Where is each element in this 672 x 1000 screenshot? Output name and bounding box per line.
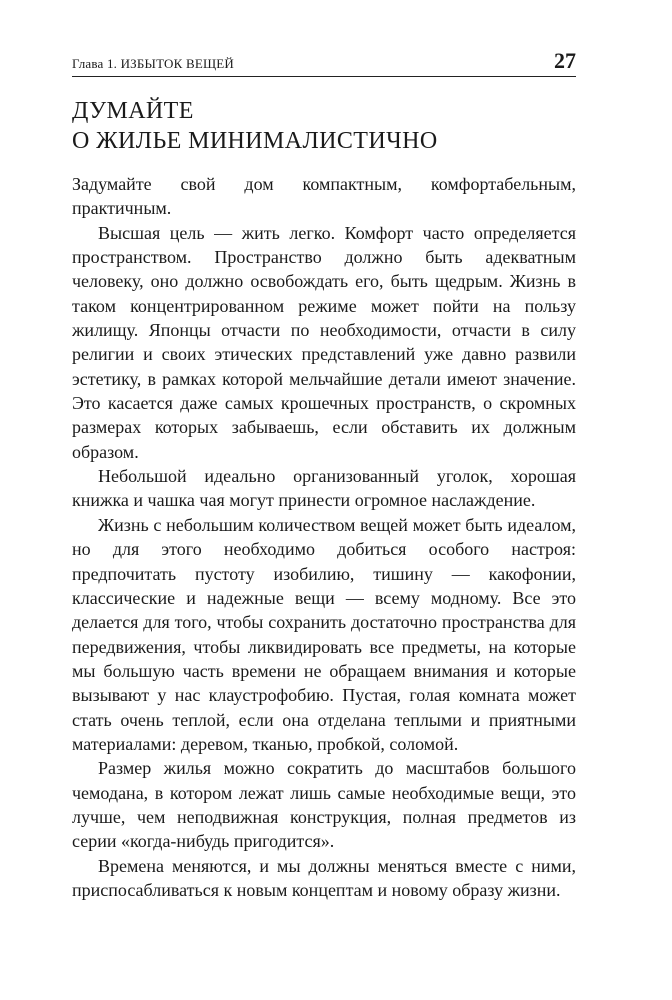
paragraph: Небольшой идеально организованный уголок, хорошая книжка и чашка чая могут принести огромное наслаждение. — [72, 466, 576, 511]
chapter-title: Глава 1. ИЗБЫТОК ВЕЩЕЙ — [72, 56, 235, 71]
running-header — [72, 48, 576, 77]
section-title-line-1: ДУМАЙТЕ — [72, 98, 194, 124]
paragraph: Жизнь с небольшим количеством вещей может быть идеалом, но для этого необходимо добиться особого настроя: предпочитать пустоту изобилию, тишину — какофонии, классические и надежные вещи — всему модному. Все это делается для того, чтобы сохранить достаточно пространства для передвижения, чтобы ликвидировать все предметы, на которые мы большую часть времени не обращаем внимания и которые вызывают у нас клаустрофобию. Пустая, голая комната может стать очень теплой, если она отделана теплыми и приятными материалами: деревом, тканью, пробкой, соломой. — [72, 514, 576, 754]
paragraph: Размер жилья можно сократить до масштабов большого чемодана, в котором лежат лишь самые необходимые вещи, это лучше, чем неподвижная конструкция, полная предметов из серии «когда-нибудь пригодится». — [72, 758, 576, 852]
paragraph: Высшая цель — жить легко. Комфорт часто определяется пространством. Пространство должно быть адекватным человеку, оно должно освобождать его, быть щедрым. Жизнь в таком концентрированном режиме может пойти на пользу жилищу. Японцы отчасти по необходимости, отчасти в силу религии и своих этических представлений уже давно развили эстетику, в рамках которой мельчайшие детали имеют значение. Это касается даже самых крошечных пространств, о скромных размерах которых забываешь, если обставить их должным образом. — [72, 222, 576, 462]
paragraph: Задумайте свой дом компактным, комфортабельным, практичным. — [72, 174, 576, 219]
paragraph: Времена меняются, и мы должны меняться вместе с ними, приспосабливаться к новым концептам и новому образу жизни. — [72, 855, 576, 900]
section-title-line-2: О ЖИЛЬЕ МИНИМАЛИСТИЧНО — [72, 128, 438, 154]
body-text — [72, 172, 576, 902]
section-title — [72, 96, 592, 156]
page-number: 27 — [554, 48, 576, 73]
